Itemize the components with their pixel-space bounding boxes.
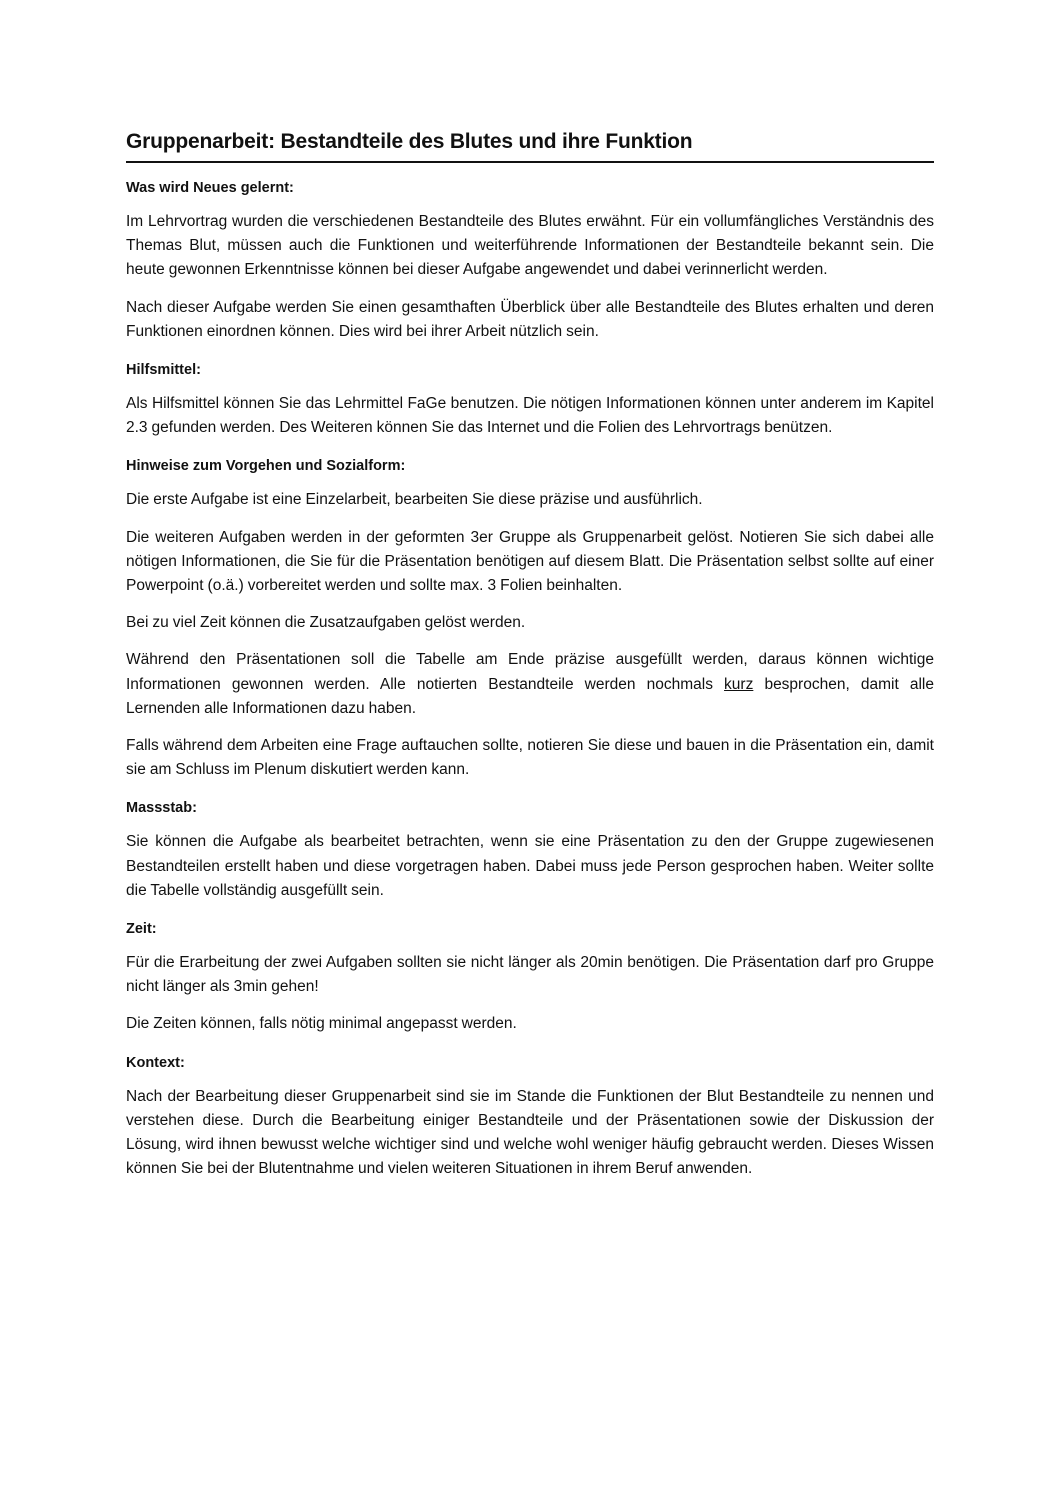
heading-massstab: Massstab: [126,800,197,817]
document-title: Gruppenarbeit: Bestandteile des Blutes und ihre Funktion [126,128,934,163]
section-hilfsmittel [126,359,934,440]
text-span: besprochen, damit alle Lernenden alle Informationen dazu haben. [126,675,934,717]
paragraph: Falls während dem Arbeiten eine Frage auftauchen sollte, notieren Sie diese und bauen in die Präsentation ein, damit sie am Schluss im Plenum diskutiert werden kann. [126,737,934,779]
paragraph: Die weiteren Aufgaben werden in der geformten 3er Gruppe als Gruppenarbeit gelöst. Notieren Sie sich dabei alle nötigen Informationen, die Sie für die Präsentation benötigen auf diesem Blatt. Die Präsentation selbst sollte auf einer Powerpoint (o.ä.) vorbereitet werden und sollte max. 3 Folien beinhalten. [126,528,934,595]
section-kontext [126,1052,934,1182]
paragraph: Bei zu viel Zeit können die Zusatzaufgaben gelöst werden. [126,614,526,632]
section-hinweise [126,455,934,782]
paragraph: Die erste Aufgabe ist eine Einzelarbeit, bearbeiten Sie diese präzise und ausführlich. [126,491,703,509]
section-massstab [126,797,934,903]
paragraph: Nach dieser Aufgabe werden Sie einen gesamthaften Überblick über alle Bestandteile des Blutes erhalten und deren Funktionen einordnen können. Dies wird bei ihrer Arbeit nützlich sein. [126,298,934,340]
heading-kontext: Kontext: [126,1054,185,1071]
heading-neues: Was wird Neues gelernt: [126,180,294,196]
heading-hilfsmittel: Hilfsmittel: [126,362,201,379]
section-neues [126,177,934,344]
paragraph: Im Lehrvortrag wurden die verschiedenen Bestandteile des Blutes erwähnt. Für ein vollumfängliches Verständnis des Themas Blut, müssen auch die Funktionen und weiterführende Informationen der Bestandteile bekannt sein. Die heute gewonnen Erkenntnisse können bei dieser Aufgabe angewendet und dabei verinnerlicht werden. [126,213,934,279]
paragraph: Sie können die Aufgabe als bearbeitet betrachten, wenn sie eine Präsentation zu den der Gruppe zugewiesenen Bestandteilen erstellt haben und diese vorgetragen haben. Dabei muss jede Person gesprochen haben. Weiter sollte die Tabelle vollständig ausgefüllt sein. [126,833,934,899]
paragraph [126,648,934,721]
paragraph: Nach der Bearbeitung dieser Gruppenarbeit sind sie im Stande die Funktionen der Blut Bestandteile zu nennen und verstehen diese. Durch die Bearbeitung einiger Bestandteile und der Präsentationen sowie der Diskussion der Lösung, wird ihnen bewusst welche wichtiger sind und welche wohl weniger häufig gebraucht werden. Dieses Wissen können Sie bei der Blutentnahme und vielen weiteren Situationen in ihrem Beruf anwenden. [126,1087,934,1178]
underlined-word: kurz [724,675,754,693]
document-page [126,128,934,1181]
section-zeit [126,918,934,1037]
text-span: Während den Präsentationen soll die Tabelle am Ende präzise ausgefüllt werden, daraus können wichtige Informationen gewonnen werden. Alle notierten Bestandteile werden nochmals [126,651,934,693]
heading-hinweise: Hinweise zum Vorgehen und Sozialform: [126,458,406,475]
heading-zeit: Zeit: [126,921,157,938]
paragraph: Als Hilfsmittel können Sie das Lehrmittel FaGe benutzen. Die nötigen Informationen können unter anderem im Kapitel 2.3 gefunden werden. Des Weiteren können Sie das Internet und die Folien des Lehrvortrags benützen. [126,395,934,437]
paragraph: Für die Erarbeitung der zwei Aufgaben sollten sie nicht länger als 20min benötigen. Die Präsentation darf pro Gruppe nicht länger als 3min gehen! [126,954,934,996]
paragraph: Die Zeiten können, falls nötig minimal angepasst werden. [126,1015,517,1033]
